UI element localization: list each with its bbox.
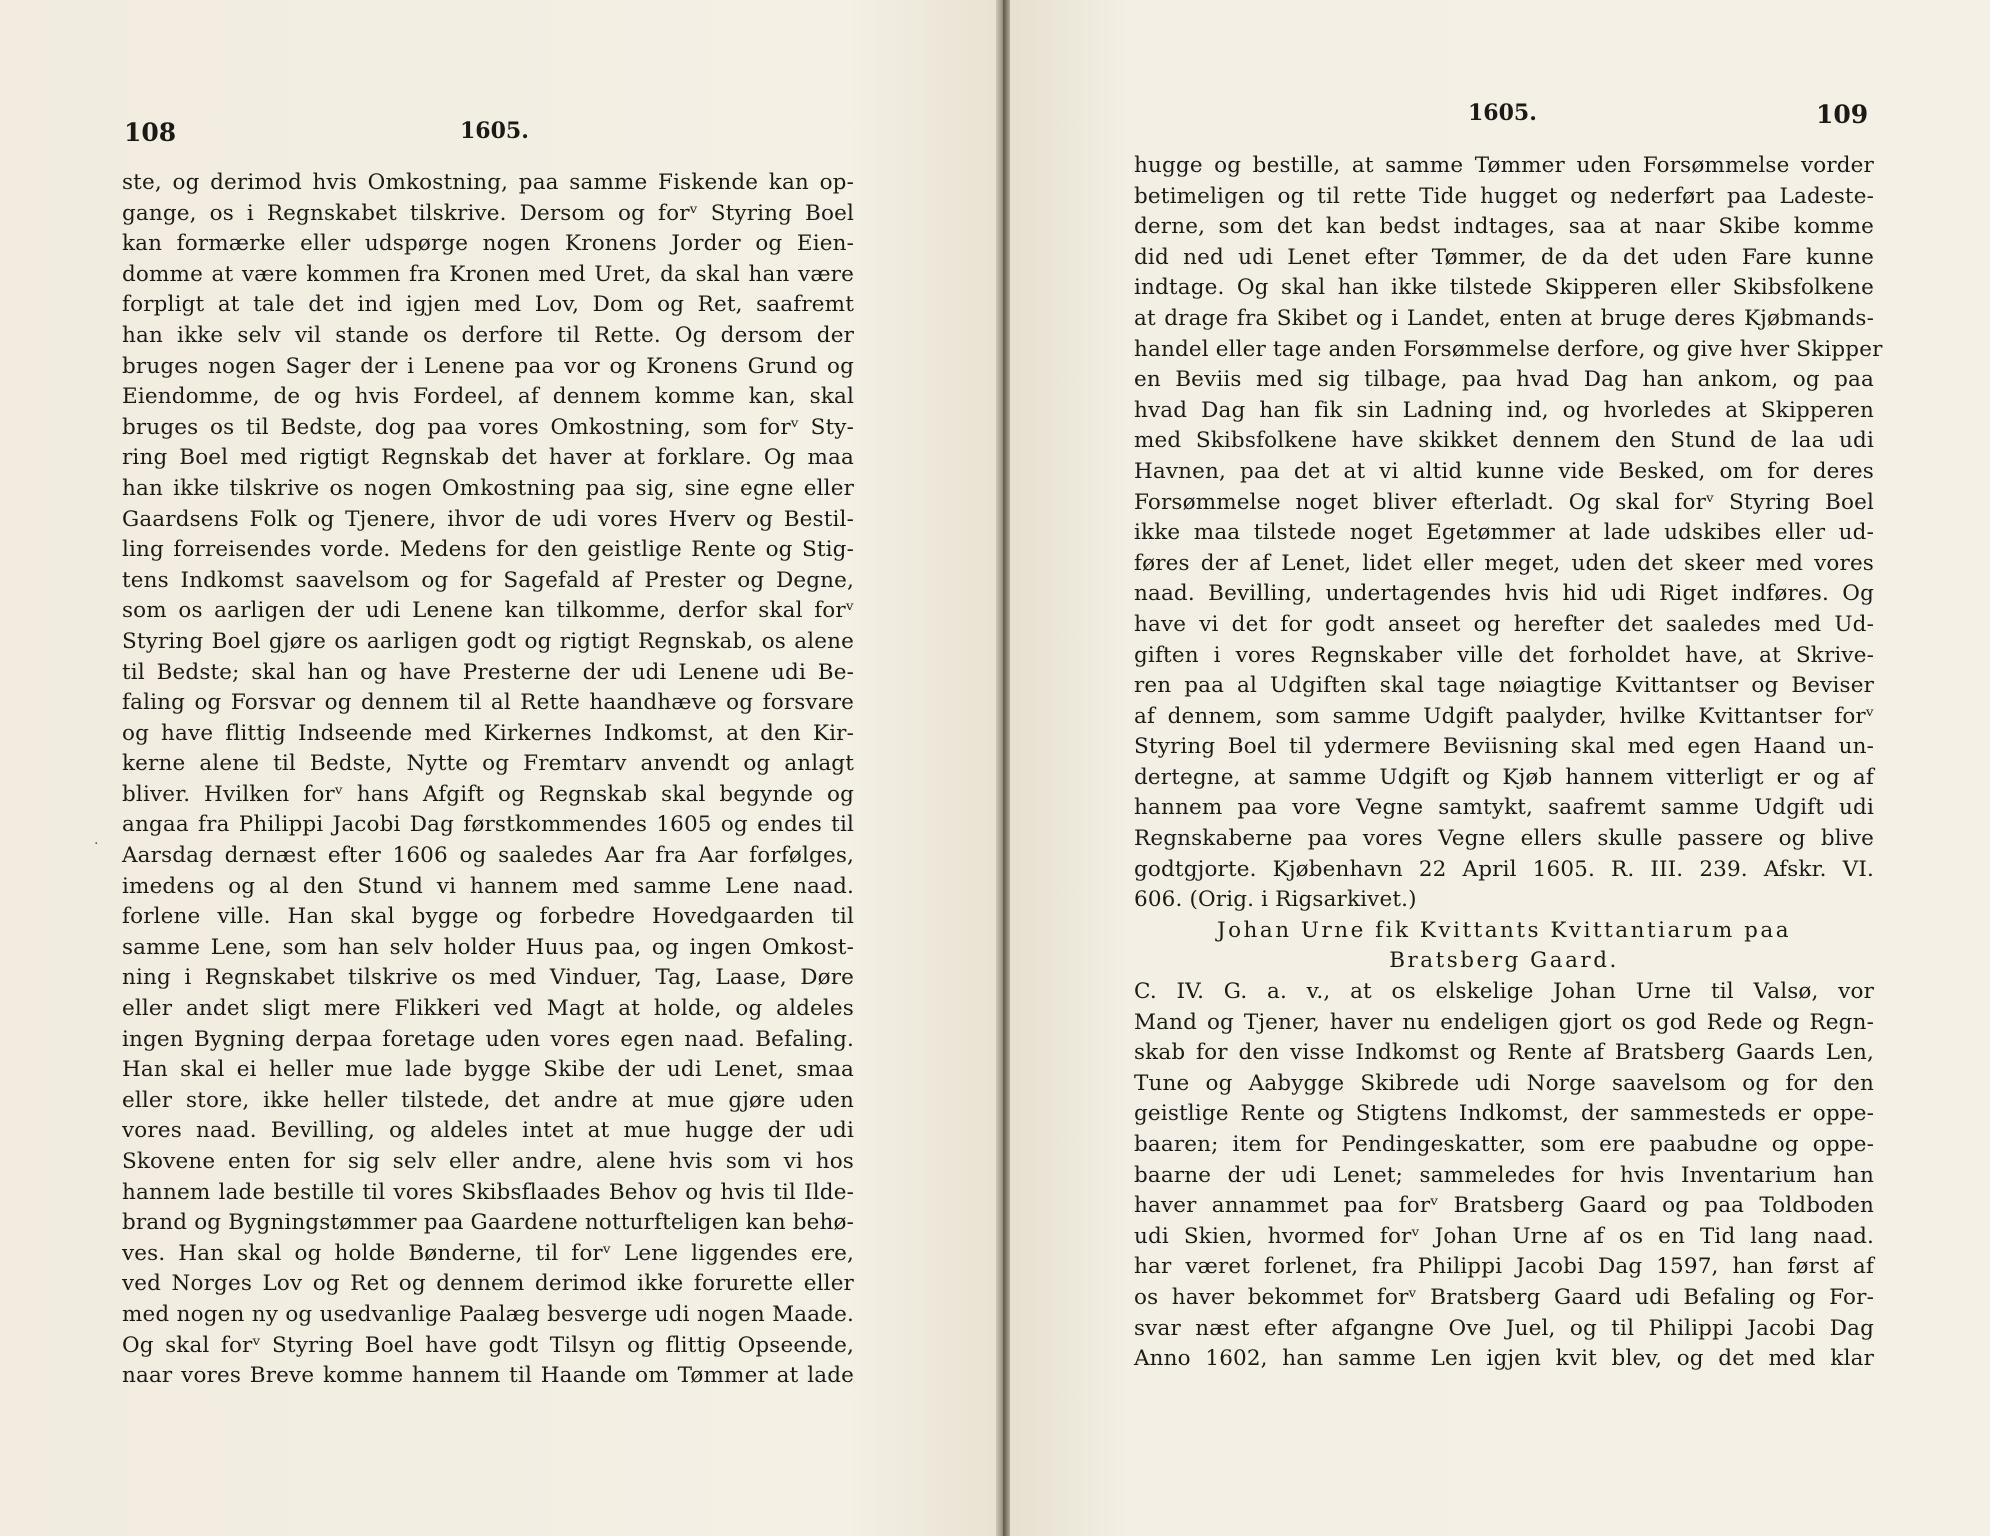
text-line: Og skal forᵛ Styring Boel have godt Tilsyn og flittig Opseende, [122, 1332, 854, 1358]
text-line: har været forlenet, fra Philippi Jacobi Dag 1597, han først af [1134, 1254, 1874, 1280]
text-line: ves. Han skal og holde Bønderne, til forᵛ Lene liggendes ere, [122, 1240, 854, 1266]
text-line: forlene ville. Han skal bygge og forbedre Hovedgaarden til [122, 904, 854, 930]
text-line: C. IV. G. a. v., at os elskelige Johan Urne til Valsø, vor [1134, 979, 1874, 1005]
text-line: Eiendomme, de og hvis Fordeel, af dennem komme kan, skal [122, 384, 854, 410]
margin-dot: . [94, 832, 99, 848]
text-line: Han skal ei heller mue lade bygge Skibe der udi Lenet, smaa [122, 1057, 854, 1083]
book-gutter [996, 0, 1010, 1536]
text-line: derne, som det kan bedst indtages, saa at naar Skibe komme [1134, 214, 1874, 240]
text-line: og have flittig Indseende med Kirkernes Indkomst, at den Kir- [122, 720, 854, 746]
text-line: ste, og derimod hvis Omkostning, paa samme Fiskende kan op- [122, 170, 854, 195]
text-line: eller andet sligt mere Flikkeri ved Magt at holde, og aldeles [122, 996, 854, 1022]
text-line: bruges os til Bedste, dog paa vores Omkostning, som forᵛ Sty- [122, 414, 854, 440]
text-line: brand og Bygningstømmer paa Gaardene notturfteligen kan behø- [122, 1210, 854, 1236]
text-line: en Beviis med sig tilbage, paa hvad Dag han ankom, og paa [1134, 367, 1874, 393]
text-line: Forsømmelse noget bliver efterladt. Og skal forᵛ Styring Boel [1134, 489, 1874, 515]
text-line: vores naad. Bevilling, og aldeles intet at mue hugge der udi [122, 1118, 854, 1144]
left-page-number: 108 [124, 118, 177, 147]
text-line: domme at være kommen fra Kronen med Uret, da skal han være [122, 261, 854, 287]
text-line: naar vores Breve komme hannem til Haande om Tømmer at lade [122, 1363, 854, 1389]
text-line: geistlige Rente og Stigtens Indkomst, der sammesteds er oppe- [1134, 1101, 1874, 1127]
text-line: ingen Bygning derpaa foretage uden vores egen naad. Befaling. [122, 1026, 854, 1052]
text-line: ikke maa tilstede noget Egetømmer at lade udskibes eller ud- [1134, 520, 1874, 546]
text-line: Styring Boel til ydermere Beviisning skal med egen Haand un- [1134, 734, 1874, 760]
text-line: eller store, ikke heller tilstede, det andre at mue gjøre uden [122, 1087, 854, 1113]
text-line: ling forreisendes vorde. Medens for den geistlige Rente og Stig- [122, 537, 854, 563]
text-line: imedens og al den Stund vi hannem med samme Lene naad. [122, 873, 854, 899]
text-line: han ikke tilskrive os nogen Omkostning paa sig, sine egne eller [122, 475, 854, 501]
text-line: Anno 1602, han samme Len igjen kvit blev, og det med klar [1134, 1346, 1874, 1372]
text-line: angaa fra Philippi Jacobi Dag førstkommendes 1605 og endes til [122, 812, 854, 838]
text-line: Mand og Tjener, haver nu endeligen gjort os god Rede og Regn- [1134, 1009, 1874, 1035]
text-line: til Bedste; skal han og have Presterne der udi Lenene udi Be- [122, 659, 854, 685]
text-line: gange, os i Regnskabet tilskrive. Dersom og forᵛ Styring Boel [122, 200, 854, 226]
text-line: os haver bekommet forᵛ Bratsberg Gaard udi Befaling og For- [1134, 1284, 1874, 1310]
text-line: med nogen ny og usedvanlige Paalæg besverge udi nogen Maade. [122, 1301, 854, 1327]
text-line: have vi det for godt anseet og herefter det saaledes med Ud- [1134, 611, 1874, 637]
text-line: ved Norges Lov og Ret og dennem derimod ikke forurette eller [122, 1271, 854, 1297]
text-line: Tune og Aabygge Skibrede udi Norge saavelsom og for den [1134, 1070, 1874, 1096]
text-line: ring Boel med rigtigt Regnskab det haver at forklare. Og maa [122, 445, 854, 471]
text-line: Skovene enten for sig selv eller andre, alene hvis som vi hos [122, 1149, 854, 1174]
right-page-number: 109 [1816, 100, 1869, 129]
right-page-year: 1605. [1468, 100, 1537, 126]
text-line: Gaardsens Folk og Tjenere, ihvor de udi vores Hverv og Bestil- [122, 506, 854, 532]
text-line: bruges nogen Sager der i Lenene paa vor og Kronens Grund og [122, 353, 854, 379]
text-line: 606. (Orig. i Rigsarkivet.) [1134, 887, 1417, 913]
text-line: af dennem, som samme Udgift paalyder, hvilke Kvittantser forᵛ [1134, 703, 1874, 729]
text-line: naad. Bevilling, undertagendes hvis hid udi Riget indføres. Og [1134, 581, 1874, 607]
text-line: svar næst efter afgangne Ove Juel, og til Philippi Jacobi Dag [1134, 1315, 1874, 1341]
text-line: giften i vores Regnskaber ville det forholdet have, at Skrive- [1134, 642, 1874, 668]
text-line: haver annammet paa forᵛ Bratsberg Gaard og paa Toldboden [1134, 1193, 1874, 1219]
text-line: forpligt at tale det ind igjen med Lov, Dom og Ret, saafremt [122, 292, 854, 318]
text-line: godtgjorte. Kjøbenhavn 22 April 1605. R. III. 239. Afskr. VI. [1134, 856, 1874, 882]
right-page-body [1134, 151, 1883, 1375]
left-page-body [122, 168, 854, 1392]
text-line: med Skibsfolkene have skikket dennem den Stund de laa udi [1134, 428, 1874, 454]
text-line: kan formærke eller udspørge nogen Kronens Jorder og Eien- [122, 231, 854, 257]
text-line: Styring Boel gjøre os aarligen godt og rigtigt Regnskab, os alene [122, 628, 854, 654]
text-line: føres der af Lenet, lidet eller meget, uden det skeer med vores [1134, 550, 1874, 576]
section-heading-line2: Bratsberg Gaard. [1389, 948, 1619, 974]
text-line: baaren; item for Pendingeskatter, som ere paabudne og oppe- [1134, 1132, 1874, 1157]
text-line: ning i Regnskabet tilskrive os med Vinduer, Tag, Laase, Døre [122, 965, 854, 991]
text-line: indtage. Og skal han ikke tilstede Skipperen eller Skibsfolkene [1134, 275, 1874, 301]
text-line: handel eller tage anden Forsømmelse derfore, og give hver Skipper [1134, 336, 1883, 362]
text-line: betimeligen og til rette Tide hugget og nederført paa Ladeste- [1134, 183, 1874, 209]
text-line: Havnen, paa det at vi altid kunne vide Besked, om for deres [1134, 458, 1874, 484]
text-line: hvad Dag han fik sin Ladning ind, og hvorledes at Skipperen [1134, 397, 1874, 423]
text-line: bliver. Hvilken forᵛ hans Afgift og Regnskab skal begynde og [122, 781, 854, 807]
text-line: han ikke selv vil stande os derfore til Rette. Og dersom der [122, 322, 854, 348]
text-line: baarne der udi Lenet; sammeledes for hvis Inventarium han [1134, 1162, 1874, 1188]
right-page [1010, 0, 1990, 1536]
text-line: tens Indkomst saavelsom og for Sagefald af Prester og Degne, [122, 567, 854, 593]
text-line: hannem paa vore Vegne samtykt, saafremt samme Udgift udi [1134, 795, 1874, 821]
text-line: Aarsdag dernæst efter 1606 og saaledes Aar fra Aar forfølges, [122, 843, 854, 869]
text-line: hannem lade bestille til vores Skibsflaades Behov og hvis til Ilde- [122, 1179, 854, 1205]
text-line: hugge og bestille, at samme Tømmer uden Forsømmelse vorder [1134, 153, 1874, 178]
text-line: faling og Forsvar og dennem til al Rette haandhæve og forsvare [122, 690, 854, 716]
text-line: som os aarligen der udi Lenene kan tilkomme, derfor skal forᵛ [122, 598, 854, 624]
text-line: skab for den visse Indkomst og Rente af Bratsberg Gaards Len, [1134, 1040, 1874, 1066]
text-line: Regnskaberne paa vores Vegne ellers skulle passere og blive [1134, 826, 1874, 852]
text-line: ren paa al Udgiften skal tage nøiagtige Kvittantser og Beviser [1134, 673, 1874, 699]
left-page-year: 1605. [460, 118, 529, 144]
text-line: at drage fra Skibet og i Landet, enten at bruge deres Kjøbmands- [1134, 305, 1874, 331]
text-line: did ned udi Lenet efter Tømmer, de da det uden Fare kunne [1134, 244, 1874, 270]
section-heading: Johan Urne fik Kvittants Kvittantiarum paa [1216, 917, 1792, 943]
text-line: udi Skien, hvormed forᵛ Johan Urne af os en Tid lang naad. [1134, 1223, 1874, 1249]
text-line: kerne alene til Bedste, Nytte og Fremtarv anvendt og anlagt [122, 751, 854, 777]
text-line: samme Lene, som han selv holder Huus paa, og ingen Omkost- [122, 934, 854, 960]
text-line: dertegne, at samme Udgift og Kjøb hannem vitterligt er og af [1134, 764, 1874, 790]
